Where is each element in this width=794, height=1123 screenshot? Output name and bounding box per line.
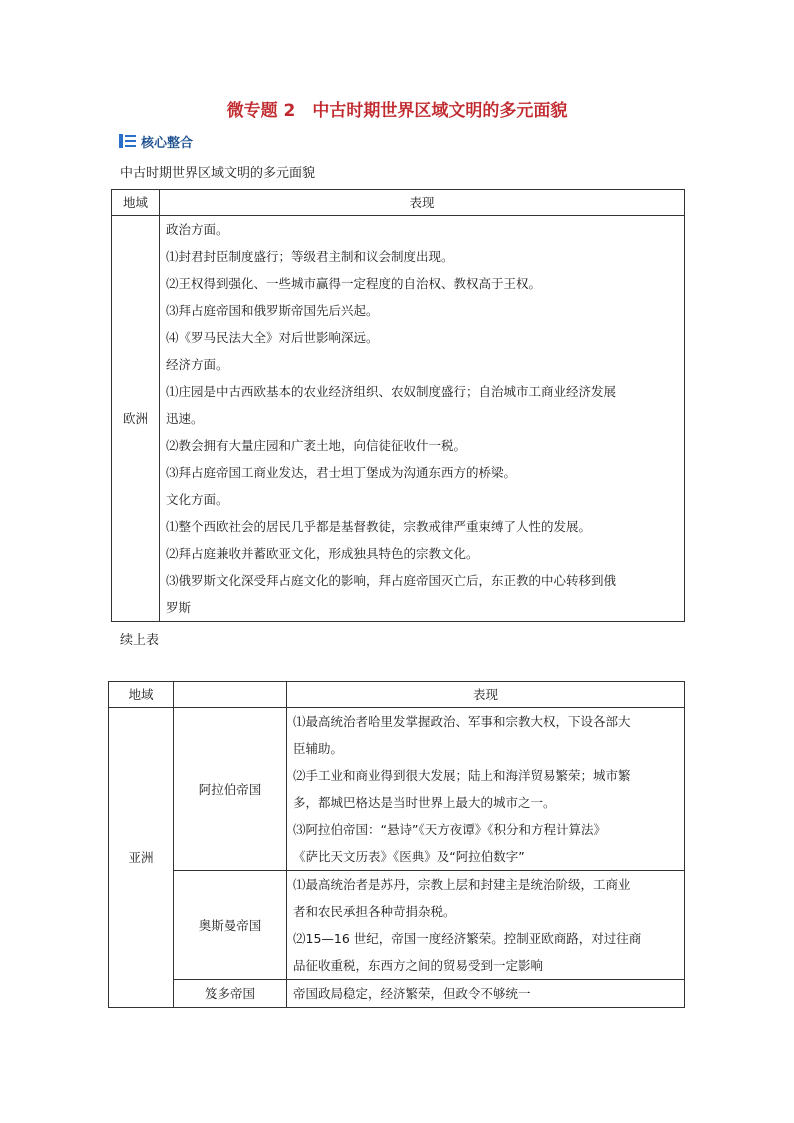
description-line: ⑵教会拥有大量庄园和广袤土地，向信徒征收什一税。 [166, 438, 467, 453]
page-title: 微专题 2 中古时期世界区域文明的多元面貌 [226, 101, 568, 121]
header-empty [174, 682, 287, 708]
description-line: ⑴封君封臣制度盛行；等级君主制和议会制度出现。 [166, 249, 454, 264]
description-line: ⑵15—16 世纪，帝国一度经济繁荣。控制亚欧商路，对过往商 [293, 931, 642, 946]
header-performance: 表现 [287, 682, 685, 708]
description-line: ⑴整个西欧社会的居民几乎都是基督教徒，宗教戒律严重束缚了人性的发展。 [166, 519, 592, 534]
description-line: ⑵拜占庭兼收并蓄欧亚文化，形成独具特色的宗教文化。 [166, 546, 479, 561]
description-line: ⑵手工业和商业得到很大发展；陆上和海洋贸易繁荣；城市繁 [293, 768, 631, 783]
description-line: 臣辅助。 [293, 741, 344, 756]
continued-label: 续上表 [120, 633, 160, 648]
description-line: ⑶拜占庭帝国工商业发达，君士坦丁堡成为沟通东西方的桥梁。 [166, 465, 517, 480]
empire-description [287, 708, 685, 871]
description-line: 文化方面。 [166, 492, 229, 507]
description-line: 帝国政局稳定，经济繁荣，但政令不够统一 [293, 986, 531, 1001]
description-line: ⑵王权得到强化、一些城市赢得一定程度的自治权、教权高于王权。 [166, 276, 542, 291]
description-line: ⑴最高统治者是苏丹，宗教上层和封建主是统治阶级，工商业 [293, 877, 631, 892]
region-asia: 亚洲 [109, 708, 174, 1008]
description-line: 政治方面。 [166, 222, 229, 237]
list-icon [119, 134, 136, 148]
header-region: 地域 [109, 682, 174, 708]
description-line: ⑶阿拉伯帝国：“悬诗”《天方夜谭》《积分和方程计算法》 [293, 822, 606, 837]
region-europe: 欧洲 [112, 216, 160, 622]
description-line: 《萨比天文历表》《医典》及“阿拉伯数字” [293, 849, 525, 864]
europe-description [160, 216, 685, 622]
description-line: ⑶俄罗斯文化深受拜占庭文化的影响，拜占庭帝国灭亡后，东正教的中心转移到俄 [166, 573, 617, 588]
header-region: 地域 [112, 190, 160, 216]
section-heading-label: 核心整合 [141, 135, 194, 151]
section-heading [119, 132, 193, 150]
empire-name: 阿拉伯帝国 [174, 708, 287, 871]
description-line: ⑷《罗马民法大全》对后世影响深远。 [166, 330, 379, 345]
empire-description [287, 871, 685, 980]
description-line: 多，都城巴格达是当时世界上最大的城市之一。 [293, 795, 556, 810]
description-line: ⑶拜占庭帝国和俄罗斯帝国先后兴起。 [166, 303, 379, 318]
description-line: 罗斯 [166, 600, 192, 615]
description-line: 经济方面。 [166, 357, 229, 372]
empire-name: 笈多帝国 [174, 980, 287, 1008]
description-line: ⑴庄园是中古西欧基本的农业经济组织、农奴制度盛行；自治城市工商业经济发展 [166, 384, 617, 399]
description-line: 者和农民承担各种苛捐杂税。 [293, 904, 456, 919]
europe-table [111, 189, 685, 622]
asia-table [108, 681, 685, 1008]
empire-name: 奥斯曼帝国 [174, 871, 287, 980]
table-caption: 中古时期世界区域文明的多元面貌 [120, 166, 316, 181]
empire-description [287, 980, 685, 1008]
description-line: 品征收重税，东西方之间的贸易受到一定影响 [293, 958, 544, 973]
header-performance: 表现 [160, 190, 685, 216]
description-line: ⑴最高统治者哈里发掌握政治、军事和宗教大权，下设各部大 [293, 714, 631, 729]
description-line: 迅速。 [166, 411, 204, 426]
